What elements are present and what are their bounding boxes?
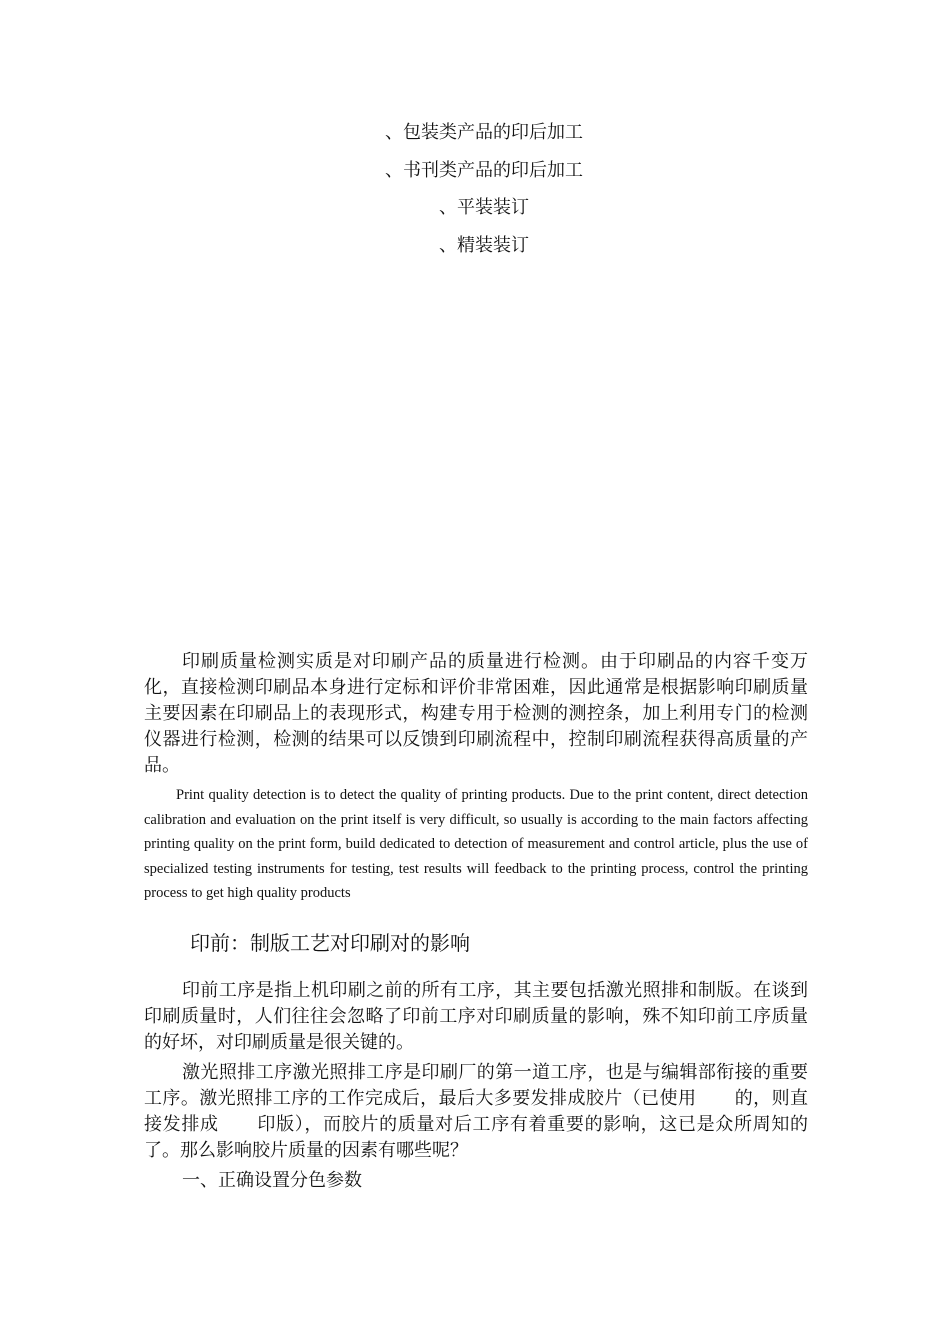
toc-item-label: 、书刊类产品的印后加工 xyxy=(385,160,583,181)
intro-paragraph-zh: 印刷质量检测实质是对印刷产品的质量进行检测。由于印刷品的内容千变万化，直接检测印刷品本身进行定标和评价非常困难，因此通常是根据影响印刷质量主要因素在印刷品上的表现形式，构建专用于检测的测控条，加上利用专门的检测仪器进行检测，检测的结果可以反馈到印刷流程中，控制印刷流程获得高质量的产品。 xyxy=(144,651,808,776)
body-paragraph-2-part-a: 激光照排工序激光照排工序是印刷厂的第一道工序，也是与编辑部衔接的重要工序。激光照排工序的工作完成后，最后大多要发排成胶片（已使用 xyxy=(144,1062,808,1109)
body-paragraph-2 xyxy=(144,1060,808,1164)
body-section xyxy=(144,978,808,1194)
body-paragraph-3: 一、正确设置分色参数 xyxy=(182,1170,362,1191)
toc-item-label: 、精装装订 xyxy=(439,235,529,256)
intro-paragraph-en: Print quality detection is to detect the quality of printing products. Due to the print content, direct detection calibration and evaluation on the print itself is very difficult, so usually is according to the main factors affecting printing quality on the print form, build dedicated to detection of measurement and control article, plus the use of specialized testing instruments for testing, test results will feedback to the printing process, control the printing process to get high quality products xyxy=(144,787,808,902)
body-paragraph-2-part-c: 印版），而胶片的质量对后工序有着重要的影响，这已是众所周知的了。那么影响胶片质量的因素有哪些呢？ xyxy=(144,1114,809,1161)
toc-item-paperback xyxy=(0,196,950,220)
toc-item-hardcover xyxy=(0,234,950,258)
intro-section xyxy=(144,649,808,906)
toc-item-books xyxy=(0,159,950,183)
toc-item-label: 、平装装订 xyxy=(439,197,529,218)
section-heading: 印前：制版工艺对印刷对的影响 xyxy=(190,931,470,955)
toc-item-packaging xyxy=(0,121,950,145)
body-paragraph-1: 印前工序是指上机印刷之前的所有工序，其主要包括激光照排和制版。在谈到印刷质量时，人们往往会忽略了印前工序对印刷质量的影响，殊不知印前工序质量的好坏，对印刷质量是很关键的。 xyxy=(144,980,808,1053)
toc-item-label: 、包装类产品的印后加工 xyxy=(385,122,583,143)
body-paragraph-2-part-b: 的，则直接发排成 xyxy=(144,1088,809,1135)
